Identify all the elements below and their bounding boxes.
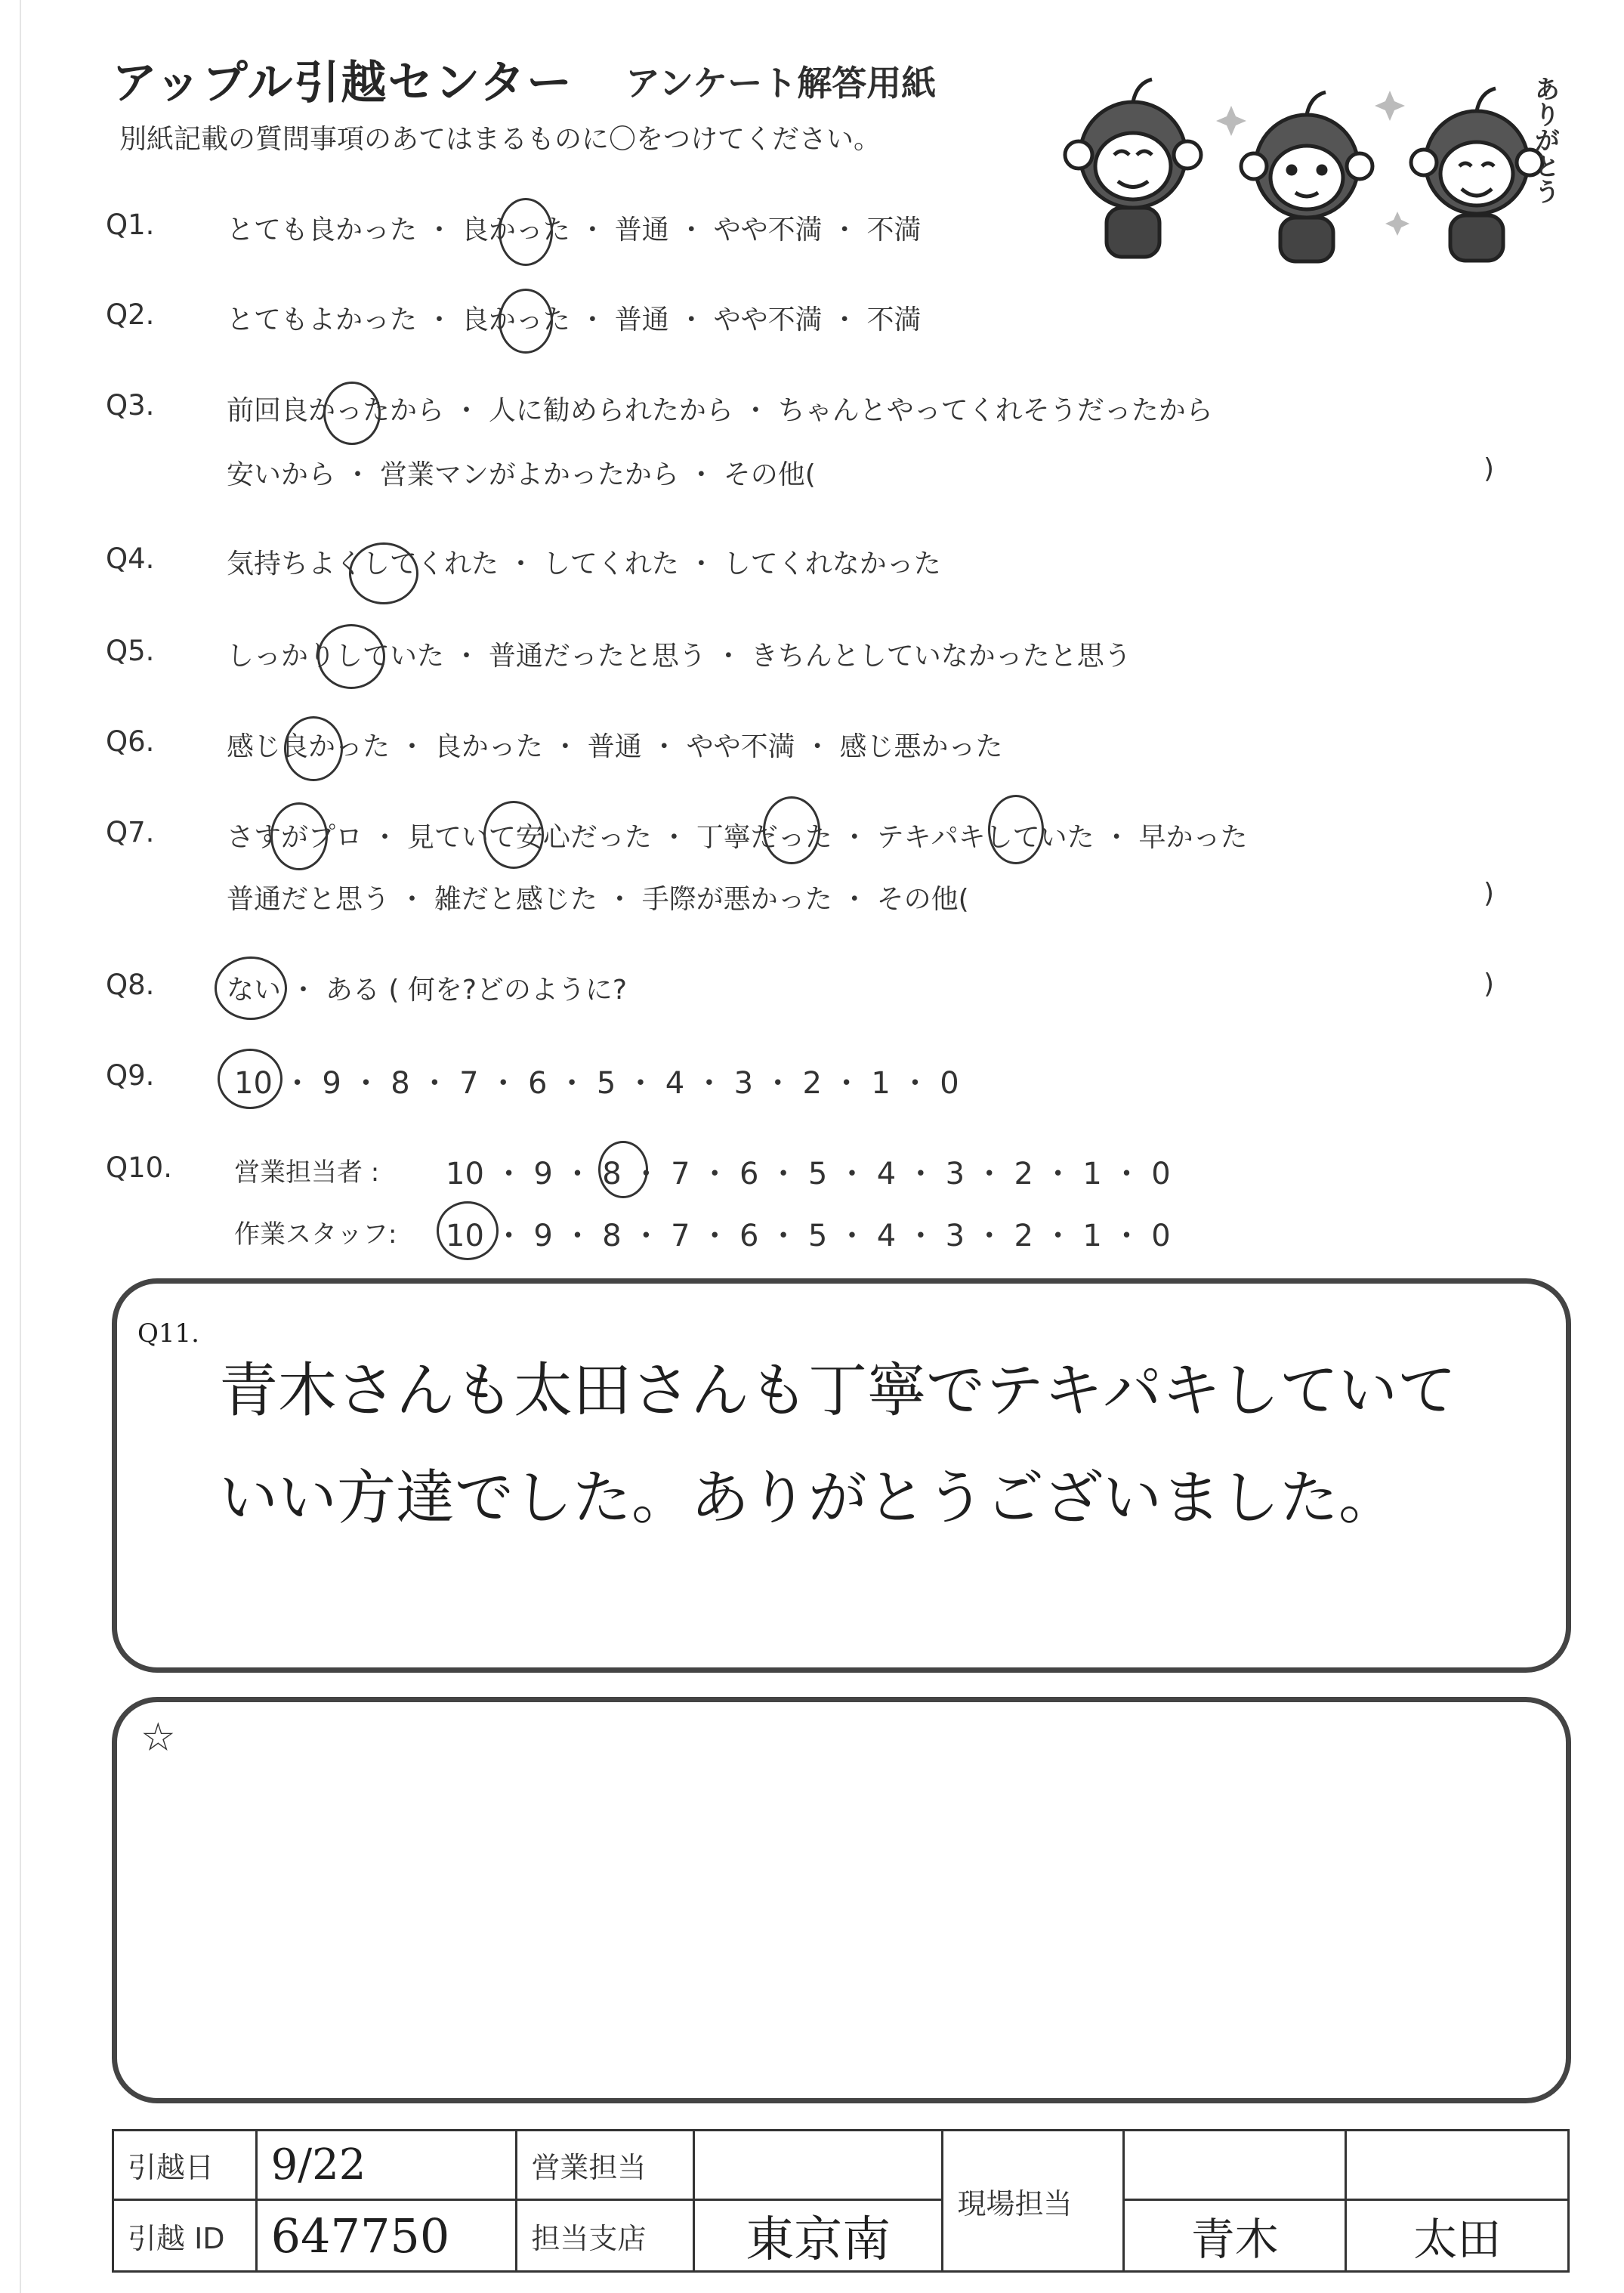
form-subtitle: アンケート解答用紙 [625,63,937,104]
q3-label: Q3. [106,389,155,422]
q7-options-line1[interactable]: さすがプロ ・ 見ていて安心だった ・ 丁寧だった ・ テキパキしていた ・ 早かった [227,822,1248,853]
q3-close-paren: ) [1484,453,1495,484]
instruction-text: 別紙記載の質問事項のあてはまるものに〇をつけてください。 [119,124,881,155]
monkey-mascots-illustration [1042,60,1571,264]
q4-options[interactable]: 気持ちよくしてくれた ・ してくれた ・ してくれなかった [227,549,941,579]
q11-handwritten-line1: 青木さんも太田さんも丁寧でテキパキしていて [219,1357,1457,1425]
sales-rep-value[interactable] [693,2131,943,2200]
branch-label: 担当支店 [517,2200,693,2272]
q7-answer-circle-2 [483,801,544,869]
site-rep-cell-1-top [1123,2131,1346,2200]
q11-handwritten-line2: いい方達でした。ありがとうございました。 [219,1464,1398,1532]
move-id-label: 引越 ID [113,2200,257,2272]
q5-answer-circle [317,624,385,689]
q6-label: Q6. [106,725,155,758]
q8-close-paren: ) [1484,969,1495,1000]
move-id-value[interactable]: 647750 [256,2200,517,2272]
q3-options-line2[interactable]: 安いから ・ 営業マンがよかったから ・ その他( [227,459,816,490]
q6-answer-circle [284,716,343,781]
q10-sales-answer-circle [598,1141,648,1198]
q7-label: Q7. [106,816,155,848]
q9-label: Q9. [106,1059,155,1092]
q9-scale[interactable]: 10 ・ 9 ・ 8 ・ 7 ・ 6 ・ 5 ・ 4 ・ 3 ・ 2 ・ 1 ・ 0 [234,1066,959,1101]
thanks-text: ありがとう [1530,76,1560,204]
site-rep-cell-2-top [1346,2131,1569,2200]
q10-staff-label: 作業スタッフ: [234,1219,397,1250]
q7-answer-circle-4 [988,795,1044,864]
q8-answer-circle [215,956,287,1020]
q7-answer-circle-3 [763,796,820,864]
q10-staff-scale[interactable]: 10 ・ 9 ・ 8 ・ 7 ・ 6 ・ 5 ・ 4 ・ 3 ・ 2 ・ 1 ・ 0 [446,1219,1171,1253]
extra-comment-box[interactable] [112,1697,1571,2103]
q10-sales-scale[interactable]: 10 ・ 9 ・ 8 ・ 7 ・ 6 ・ 5 ・ 4 ・ 3 ・ 2 ・ 1 ・ 0 [446,1157,1171,1191]
move-info-table [112,2129,1570,2273]
q2-options[interactable]: とてもよかった ・ 良かった ・ 普通 ・ やや不満 ・ 不満 [227,304,922,335]
q4-answer-circle [349,542,418,604]
sales-rep-label: 営業担当 [517,2131,693,2200]
move-date-label: 引越日 [113,2131,257,2200]
site-rep-2-value[interactable]: 太田 [1346,2200,1569,2272]
q6-options[interactable]: 感じ良かった ・ 良かった ・ 普通 ・ やや不満 ・ 感じ悪かった [227,731,1003,762]
site-rep-label: 現場担当 [943,2131,1123,2272]
q4-label: Q4. [106,542,155,575]
q1-options[interactable]: とても良かった ・ 良かった ・ 普通 ・ やや不満 ・ 不満 [227,215,922,246]
q7-answer-circle-1 [270,802,328,870]
scan-crease [20,0,21,2293]
q10-staff-answer-circle [437,1201,499,1260]
star-label: ☆ [140,1715,176,1760]
company-title: アップル引越センター [112,57,573,110]
q3-answer-circle [323,382,381,445]
q5-options[interactable]: しっかりしていた ・ 普通だったと思う ・ きちんとしていなかったと思う [227,641,1132,672]
q1-answer-circle [499,198,553,266]
branch-value[interactable]: 東京南 [693,2200,943,2272]
q5-label: Q5. [106,635,155,667]
site-rep-1-value[interactable]: 青木 [1123,2200,1346,2272]
q10-sales-label: 営業担当者 : [234,1157,380,1188]
q9-answer-circle [218,1049,283,1109]
q8-options[interactable]: ない ・ ある ( 何を?どのように? [227,975,628,1006]
q7-options-line2[interactable]: 普通だと思う ・ 雑だと感じた ・ 手際が悪かった ・ その他( [227,884,969,915]
q2-label: Q2. [106,298,155,331]
q11-label: Q11. [137,1318,199,1349]
q7-close-paren: ) [1484,878,1495,909]
q3-options-line1[interactable]: 前回良かったから ・ 人に勧められたから ・ ちゃんとやってくれそうだったから [227,395,1213,426]
move-date-value[interactable]: 9/22 [256,2131,517,2200]
q1-label: Q1. [106,209,155,241]
q2-answer-circle [499,289,553,354]
q8-label: Q8. [106,969,155,1001]
q10-label: Q10. [106,1151,172,1184]
